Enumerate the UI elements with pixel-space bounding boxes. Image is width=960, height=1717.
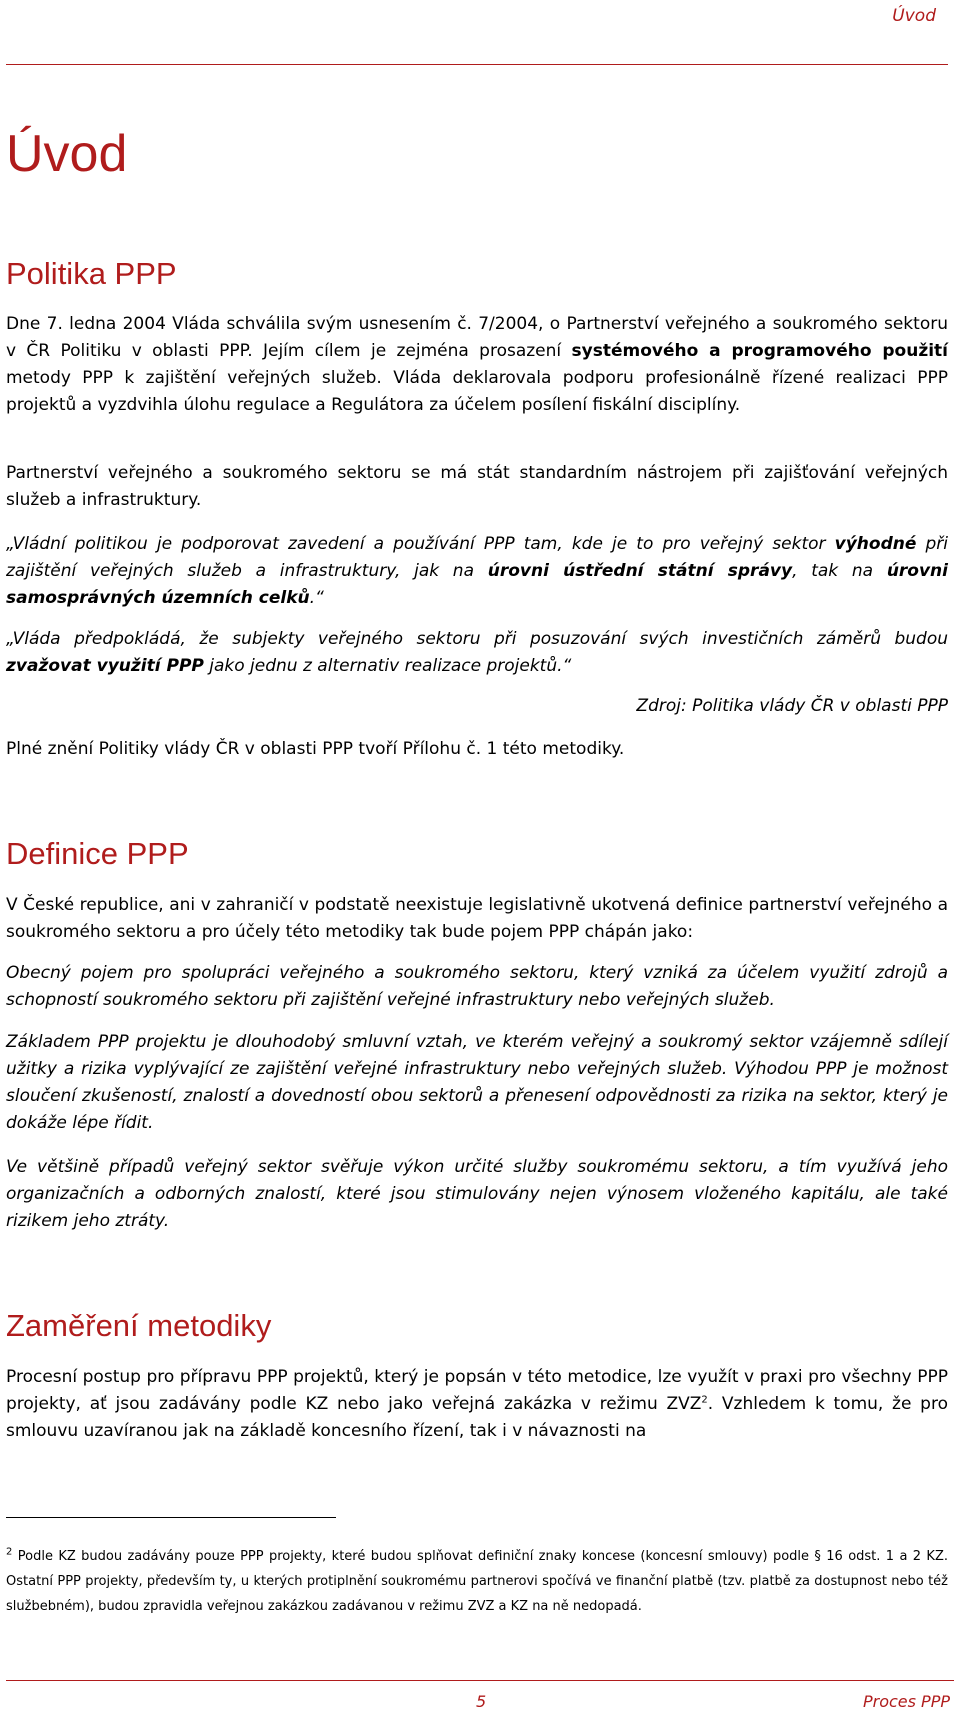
footnote-separator (6, 1517, 336, 1518)
politika-paragraph-2: Partnerství veřejného a soukromého sektoru se má stát standardním nástrojem při zajišťování veřejných služeb a infrastruktury. (6, 463, 948, 510)
chapter-title: Úvod (6, 125, 128, 183)
footnote-reference[interactable]: 2 (701, 1394, 708, 1406)
politika-quote-1: „Vládní politikou je podporovat zavedení a používání PPP tam, kde je to pro veřejný sektor výhodné při zajištění veřejných služeb a infrastruktury, jak na úrovni ústřední státní správy, tak na úrovni samosprávných územních celků.“ (6, 534, 948, 608)
section-heading-definice: Definice PPP (6, 836, 189, 871)
definice-paragraph-1: V České republice, ani v zahraničí v podstatě neexistuje legislativně ukotvená definice partnerství veřejného a soukromého sektoru a pro účely této metodiky tak bude pojem PPP chápán jako: (6, 895, 948, 942)
politika-paragraph-1: Dne 7. ledna 2004 Vláda schválila svým usnesením č. 7/2004, o Partnerství veřejného a soukromého sektoru v ČR Politiku v oblasti PPP. Jejím cílem je zejména prosazení systémového a programového použití metody PPP k zajištění veřejných služeb. Vláda deklarovala podporu profesionálně řízené realizaci PPP projektů a vyzdvihla úlohu regulace a Regulátora za účelem posílení fiskální disciplíny. (6, 314, 948, 415)
footer-rule (6, 1680, 954, 1681)
definice-paragraph-2: Obecný pojem pro spolupráci veřejného a soukromého sektoru, který vzniká za účelem využití zdrojů a schopností soukromého sektoru při zajištění veřejné infrastruktury nebo veřejných služeb. (6, 963, 948, 1010)
section-heading-zamereni: Zaměření metodiky (6, 1308, 272, 1343)
definice-paragraph-4: Ve většině případů veřejný sektor svěřuje výkon určité služby soukromému sektoru, a tím využívá jeho organizačních a odborných znalostí, které jsou stimulovány nejen výnosem vloženého kapitálu, ale také rizikem jeho ztráty. (6, 1157, 948, 1231)
running-header: Úvod (892, 6, 936, 26)
section-heading-politika: Politika PPP (6, 256, 177, 291)
header-rule (6, 64, 948, 65)
politika-paragraph-3: Plné znění Politiky vlády ČR v oblasti PPP tvoří Přílohu č. 1 této metodiky. (6, 739, 625, 759)
footer-title: Proces PPP (862, 1692, 950, 1711)
zamereni-paragraph-1: Procesní postup pro přípravu PPP projektů, který je popsán v této metodice, lze využít v praxi pro všechny PPP projekty, ať jsou zadávány podle KZ nebo jako veřejná zakázka v režimu ZVZ$^2$. Vzhledem k tomu, že pro smlouvu uzavíranou jak na základě koncesního řízení, tak i v návaznosti na (6, 1367, 948, 1441)
footnote-number: 2 (6, 1546, 13, 1558)
page-number: 5 (476, 1692, 487, 1711)
definice-paragraph-3: Základem PPP projektu je dlouhodobý smluvní vztah, ve kterém veřejný a soukromý sektor vzájemně sdílejí užitky a rizika vyplývající ze zajištění veřejné infrastruktury nebo veřejných služeb. Výhodou PPP je možnost sloučení zkušeností, znalostí a dovedností obou sektorů a přenesení odpovědnosti za rizika na sektor, který je dokáže lépe řídit. (6, 1032, 948, 1133)
footnote-text: $^2$ Podle KZ budou zadávány pouze PPP projekty, které budou splňovat definiční znaky koncese (koncesní smlouvy) podle § 16 odst. 1 a 2 KZ. Ostatní PPP projekty, především ty, u kterých protiplnění soukromému partnerovi spočívá ve finanční platbě (tzv. platbě za dostupnost nebo též službebném), budou zpravidla veřejnou zakázkou zadávanou v režimu ZVZ a KZ na ně nedopadá. (6, 1546, 948, 1614)
quote-source: Zdroj: Politika vlády ČR v oblasti PPP (636, 696, 948, 716)
politika-quote-2: „Vláda předpokládá, že subjekty veřejného sektoru při posuzování svých investičních záměrů budou zvažovat využití PPP jako jednu z alternativ realizace projektů.“ (6, 629, 948, 676)
